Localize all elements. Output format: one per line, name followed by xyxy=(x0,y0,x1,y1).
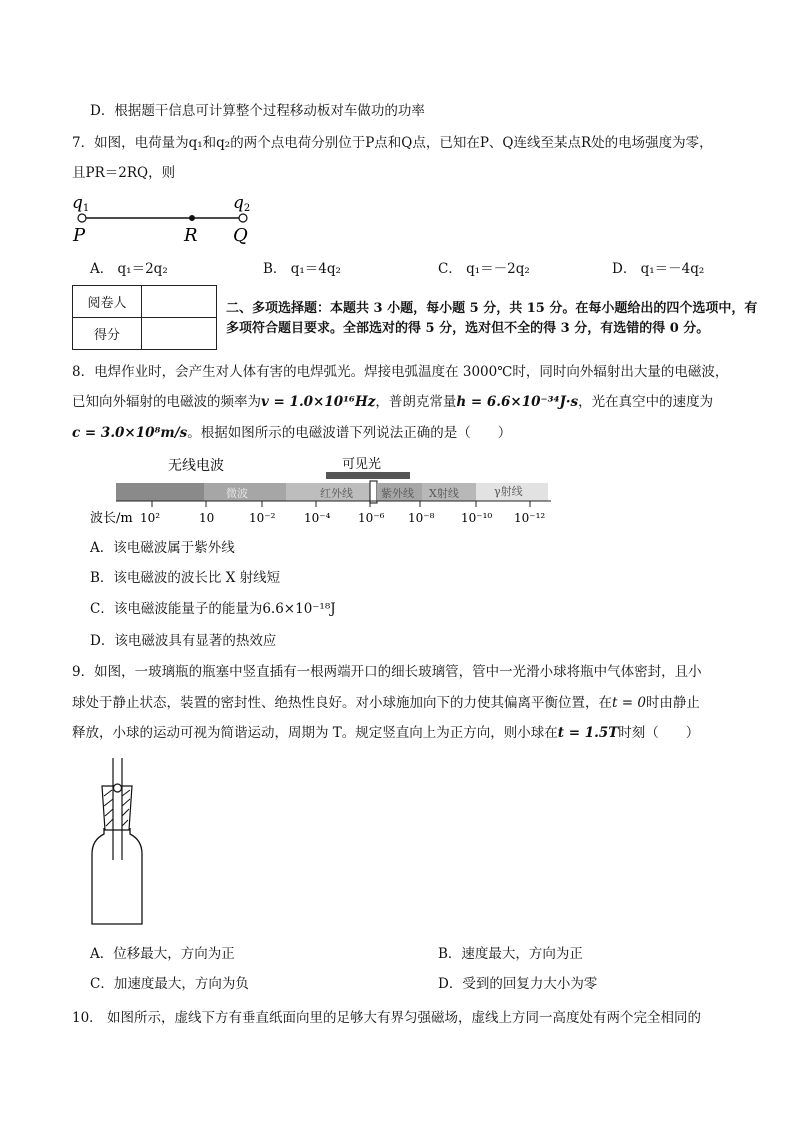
q9-option-c: C．加速度最大，方向为负 xyxy=(90,976,249,992)
q6-option-d: D．根据题干信息可计算整个过程移动板对车做功的功率 xyxy=(90,103,425,119)
q9-stem-line-2: 球处于静止状态，装置的密封性、绝热性良好。对小球施加向下的力使其偏离平衡位置，在t = 0时由静止 xyxy=(72,695,700,711)
time-value: t = 1.5T xyxy=(557,725,619,741)
time-zero: t = 0 xyxy=(612,695,646,711)
label-q1: q1 xyxy=(72,193,90,214)
q7-option-c: C． q₁＝－2q₂ xyxy=(438,261,530,277)
visible-light-label: 可见光 xyxy=(342,457,382,472)
q8-stem-line-1: 8．电焊作业时，会产生对人体有害的电焊弧光。焊接电弧温度在 3000℃时，同时向外辐射出大量的电磁波， xyxy=(72,364,729,380)
tick-label: 10⁻² xyxy=(249,511,276,525)
band-microwave: 微波 xyxy=(226,487,248,500)
q7-option-b: B． q₁＝4q₂ xyxy=(263,261,341,277)
point-p xyxy=(78,214,86,222)
band-xray: X射线 xyxy=(429,487,459,500)
q8-stem-line-3: c = 3.0×10⁸m/s。根据如图所示的电磁波谱下列说法正确的是（ ） xyxy=(72,425,512,441)
q7-charge-figure xyxy=(68,192,268,248)
score-blank xyxy=(142,318,217,350)
tick-label: 10⁻¹⁰ xyxy=(461,511,493,525)
band-ultraviolet: 紫外线 xyxy=(381,487,414,500)
tick-label: 10⁻⁶ xyxy=(358,511,385,525)
point-r xyxy=(189,215,195,221)
band-gamma: γ射线 xyxy=(494,485,523,498)
q8-stem-line-2: 已知向外辐射的电磁波的频率为v = 1.0×10¹⁶Hz，普朗克常量h = 6.6×10⁻³⁴J·s，光在真空中的速度为 xyxy=(72,394,714,410)
q7-stem-line-1: 7．如图，电荷量为q₁和q₂的两个点电荷分别位于P点和Q点，已知在P、Q连线至某点R处的电场强度为零， xyxy=(72,135,713,151)
q10-stem-line-1: 10． 如图所示，虚线下方有垂直纸面向里的足够大有界匀强磁场，虚线上方同一高度处有两个完全相同的 xyxy=(72,1010,701,1026)
q8-option-c: C．该电磁波能量子的能量为6.6×10⁻¹⁸J xyxy=(90,601,336,617)
reviewer-blank xyxy=(142,286,217,318)
section-2-heading-line-2: 多项符合题目要求。全部选对的得 5 分，选对但不全的得 3 分，有选错的得 0 分。 xyxy=(226,321,710,336)
bottle-outline xyxy=(92,828,142,924)
q9-option-b: B．速度最大，方向为正 xyxy=(438,946,583,962)
tick-label: 10² xyxy=(140,511,161,525)
q7-option-a: A． q₁＝2q₂ xyxy=(90,261,168,277)
q9-option-d: D．受到的回复力大小为零 xyxy=(438,976,598,992)
frequency-value: v = 1.0×10¹⁶Hz xyxy=(261,394,376,410)
section-2-heading-line-1: 二、多项选择题：本题共 3 小题，每小题 5 分，共 15 分。在每小题给出的四个选项中，有 xyxy=(226,301,758,316)
score-box xyxy=(72,285,217,350)
axis-label: 波长/m xyxy=(90,511,133,526)
visible-band xyxy=(370,481,377,503)
label-r: R xyxy=(184,225,198,246)
stopper xyxy=(102,786,132,830)
label-q2: q2 xyxy=(233,193,251,214)
band-infrared: 红外线 xyxy=(320,487,353,500)
q9-option-a: A．位移最大，方向为正 xyxy=(90,946,235,962)
ball xyxy=(114,784,122,792)
q8-option-a: A．该电磁波属于紫外线 xyxy=(90,540,235,556)
label-q: Q xyxy=(233,225,248,246)
q9-stem-line-3: 释放，小球的运动可视为简谐运动，周期为 T。规定竖直向上为正方向，则小球在t = 1.5T时刻（ ） xyxy=(72,725,700,741)
reviewer-label: 阅卷人 xyxy=(73,286,142,318)
visible-light-bar xyxy=(326,472,410,479)
tick-label: 10⁻⁸ xyxy=(408,511,435,525)
tick-label: 10⁻¹² xyxy=(514,511,546,525)
radio-band xyxy=(116,483,204,501)
tick-label: 10 xyxy=(199,511,215,525)
tick-label: 10⁻⁴ xyxy=(304,511,331,525)
q8-option-b: B．该电磁波的波长比 X 射线短 xyxy=(90,570,281,586)
q7-option-d: D． q₁＝－4q₂ xyxy=(612,261,705,277)
speed-value: c = 3.0×10⁸m/s xyxy=(72,425,188,441)
q8-option-d: D．该电磁波具有显著的热效应 xyxy=(90,633,277,649)
bottle-figure xyxy=(86,756,156,930)
planck-value: h = 6.6×10⁻³⁴J·s xyxy=(456,394,579,410)
q9-stem-line-1: 9．如图，一玻璃瓶的瓶塞中竖直插有一根两端开口的细长玻璃管，管中一光滑小球将瓶中气体密封，且小 xyxy=(72,664,702,680)
label-p: P xyxy=(73,225,86,246)
radio-wave-label: 无线电波 xyxy=(168,458,224,474)
point-q xyxy=(239,214,247,222)
q7-stem-line-2: 且PR＝2RQ，则 xyxy=(72,165,176,181)
score-label: 得分 xyxy=(73,318,142,350)
em-spectrum-figure xyxy=(86,452,556,528)
axis-ticks xyxy=(152,501,530,507)
